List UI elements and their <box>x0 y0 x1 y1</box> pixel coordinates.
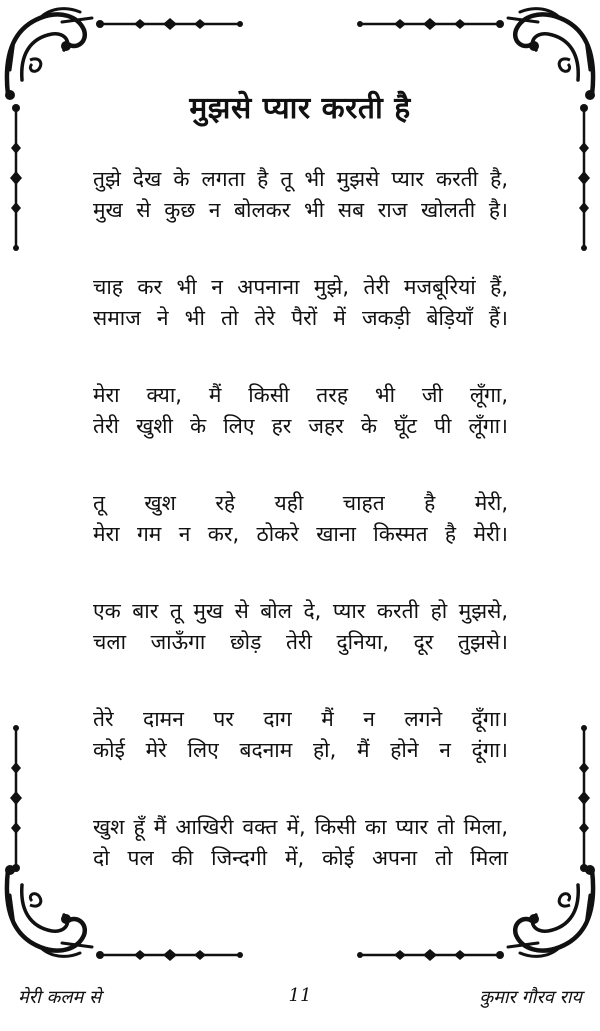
page-footer <box>0 985 600 1011</box>
stanza <box>93 380 508 442</box>
poem-line: चला जाऊँगा छोड़ तेरी दुनिया, दूर तुझसे। <box>93 630 508 654</box>
author-name: कुमार गौरव राय <box>479 987 582 1008</box>
poem-line: तुझे देख के लगता है तू भी मुझसे प्यार करती है, <box>93 167 508 191</box>
poem-title: मुझसे प्यार करती है <box>189 91 411 126</box>
poem-line: तेरे दामन पर दाग मैं न लगने दूँगा। <box>93 707 508 731</box>
poem-line: मेरा गम न कर, ठोकरे खाना किस्मत है मेरी। <box>93 522 508 546</box>
book-title: मेरी कलम से <box>18 987 102 1008</box>
poem-line: खुश हूँ मैं आखिरी वक्त में, किसी का प्यार तो मिला, <box>93 815 508 839</box>
poem-line: तेरी खुशी के लिए हर जहर के घूँट पी लूँगा। <box>93 414 508 438</box>
poem-line: मुख से कुछ न बोलकर भी सब राज खोलती है। <box>93 198 508 222</box>
poem-body <box>93 164 508 920</box>
poem-line: दो पल की जिन्दगी में, कोई अपना तो मिला <box>93 846 508 870</box>
poem-line: एक बार तू मुख से बोल दे, प्यार करती हो मुझसे, <box>93 599 508 623</box>
poem-line: समाज ने भी तो तेरे पैरों में जकड़ी बेड़ियाँ हैं। <box>93 306 508 330</box>
poem-line: तू खुश रहे यही चाहत है मेरी, <box>93 491 508 515</box>
stanza <box>93 812 508 874</box>
page-number: 11 <box>288 985 312 1006</box>
stanza <box>93 164 508 226</box>
poem-line: चाह कर भी न अपनाना मुझे, तेरी मजबूरियां हैं, <box>93 275 508 299</box>
poem-line: कोई मेरे लिए बदनाम हो, मैं होने न दूंगा। <box>93 738 508 762</box>
stanza <box>93 488 508 550</box>
stanza <box>93 596 508 658</box>
stanza <box>93 704 508 766</box>
poem-line: मेरा क्या, मैं किसी तरह भी जी लूँगा, <box>93 383 508 407</box>
stanza <box>93 272 508 334</box>
